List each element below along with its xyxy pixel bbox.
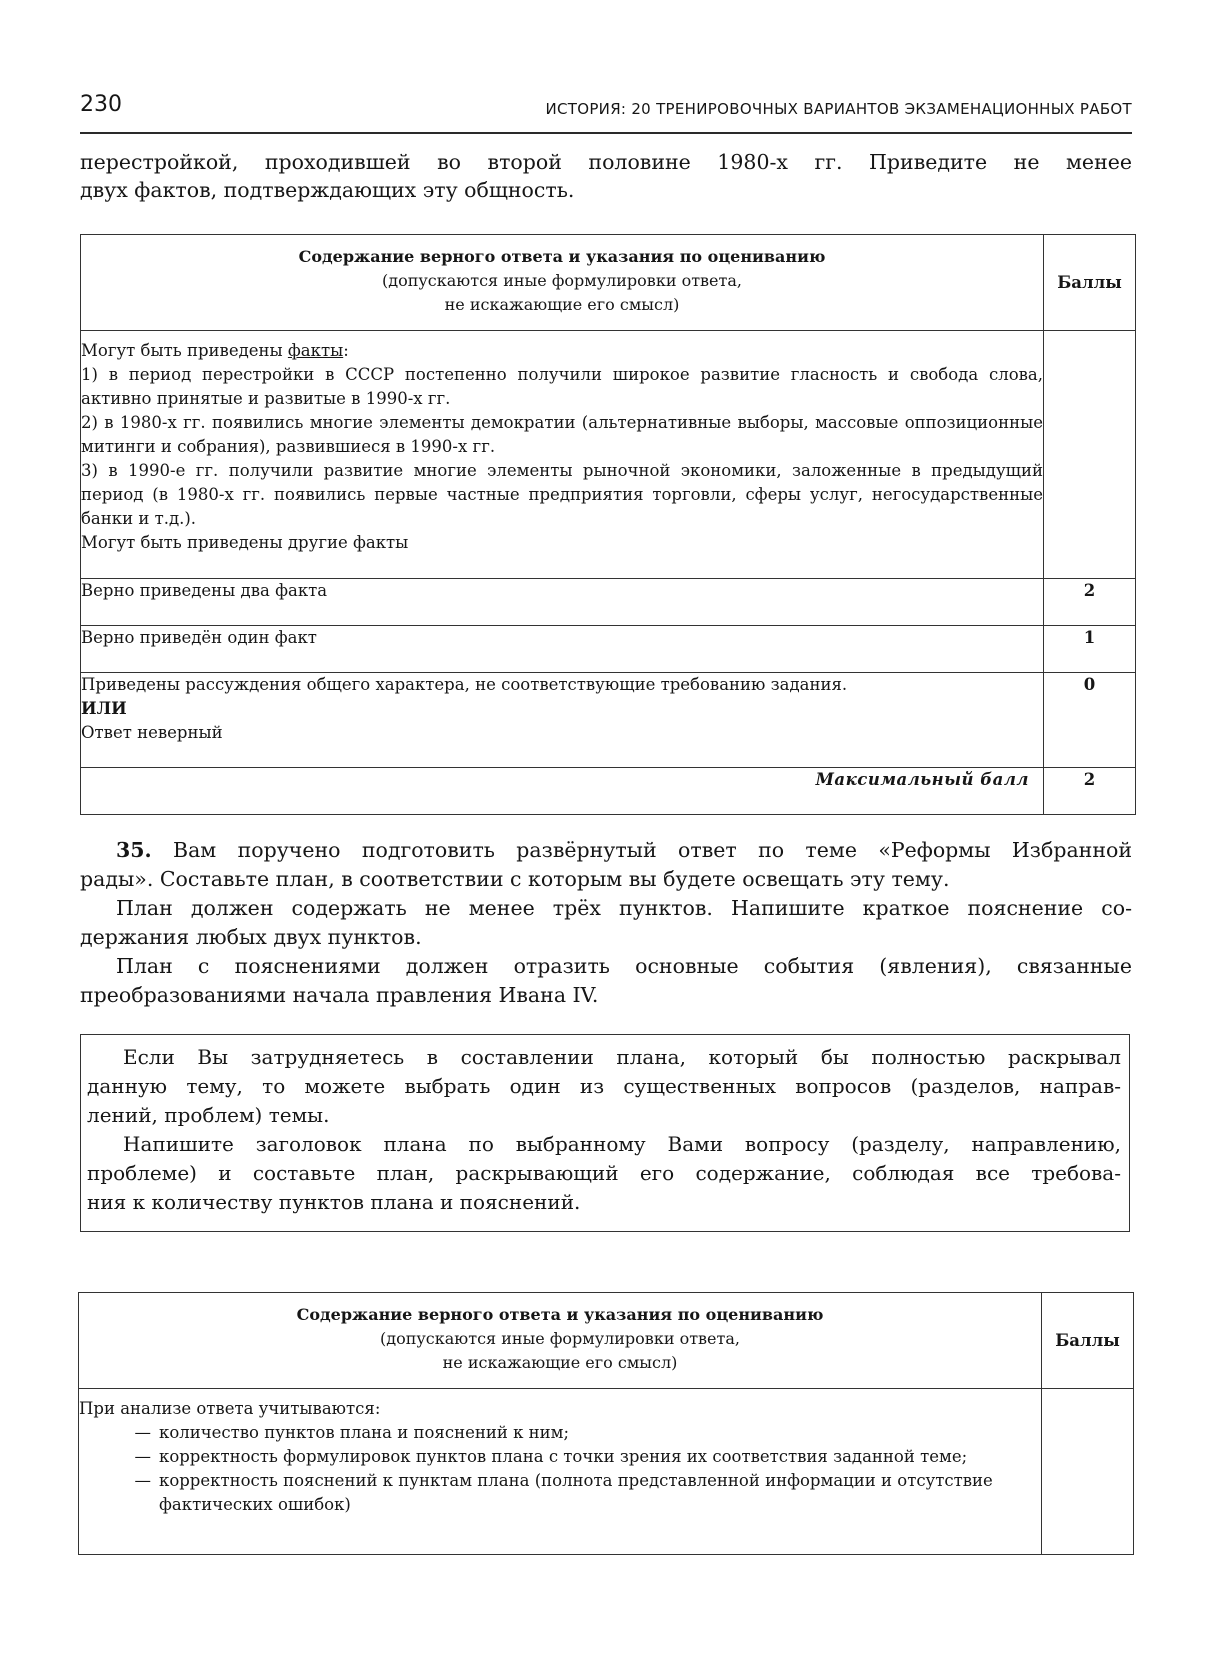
- header-subtitle-1: (допускаются иные формулировки ответа,: [380, 1329, 740, 1348]
- hint-line-4: Напишите заголовок плана по выбранному Вами вопросу (разделу, направлению,: [123, 1132, 1121, 1156]
- table-header-row: [81, 235, 1136, 331]
- header-title: Содержание верного ответа и указания по оцениванию: [298, 247, 826, 266]
- task-number: 35.: [116, 838, 152, 862]
- table-header-row: [79, 1293, 1134, 1389]
- page-number: 230: [80, 92, 122, 117]
- task-35-line-6: преобразованиями начала правления Ивана IV.: [80, 983, 599, 1007]
- dash-bullet: —: [134, 1471, 151, 1490]
- hint-box: [80, 1034, 1130, 1232]
- intro-line-1: перестройкой, проходившей во второй половине 1980-х гг. Приведите не менее: [80, 150, 1132, 174]
- task-35-line-2: рады». Составьте план, в соответствии с которым вы будете освещать эту тему.: [80, 867, 950, 891]
- task-35-line-1: [80, 836, 1132, 865]
- running-title: ИСТОРИЯ: 20 ТРЕНИРОВОЧНЫХ ВАРИАНТОВ ЭКЗАМЕНАЦИОННЫХ РАБОТ: [545, 100, 1132, 118]
- facts-other: Могут быть приведены другие факты: [81, 533, 409, 552]
- criteria-item-2: корректность формулировок пунктов плана с точки зрения их соответствия заданной теме;: [159, 1447, 968, 1466]
- task-35-line-4: держания любых двух пунктов.: [80, 925, 422, 949]
- hint-line-5: проблеме) и составьте план, раскрывающий его содержание, соблюдая все требова-: [87, 1161, 1121, 1185]
- facts-word: факты: [287, 341, 344, 360]
- intro-line-2: двух фактов, подтверждающих эту общность.: [80, 178, 575, 202]
- table-row: [79, 1389, 1134, 1555]
- hint-line-6: ния к количеству пунктов плана и пояснений.: [87, 1190, 581, 1214]
- fact-3: 3) в 1990-е гг. получили развитие многие элементы рыночной экономики, заложенные в предыдущий период (в 1980-х гг. появились первые частные предприятия торговли, сферы услуг, негосударственные банки и т.д.).: [81, 461, 1043, 528]
- fact-1: 1) в период перестройки в СССР постепенно получили широкое развитие гласность и свобода слова, активно принятые и развитые в 1990-х гг.: [81, 365, 1043, 408]
- criterion-zero-text-1: Приведены рассуждения общего характера, не соответствующие требованию задания.: [81, 675, 848, 694]
- grading-table-1: [80, 234, 1136, 815]
- header-subtitle-2: не искажающие его смысл): [442, 1353, 678, 1372]
- table-row: [81, 673, 1136, 768]
- header-title: Содержание верного ответа и указания по оцениванию: [296, 1305, 824, 1324]
- list-item: [79, 1421, 1041, 1445]
- list-item: [79, 1445, 1041, 1469]
- task-35-line-3: План должен содержать не менее трёх пунктов. Напишите краткое пояснение со-: [116, 896, 1132, 920]
- task-35-line-1-text: Вам поручено подготовить развёрнутый ответ по теме «Реформы Избранной: [151, 838, 1132, 862]
- criteria-item-1: количество пунктов плана и пояснений к ним;: [159, 1423, 570, 1442]
- hint-line-1: Если Вы затрудняетесь в составлении плана, который бы полностью раскрывал: [123, 1045, 1121, 1069]
- task-35-line-5: План с пояснениями должен отразить основные события (явления), связанные: [116, 954, 1132, 978]
- score-cell-empty: [1044, 331, 1136, 579]
- facts-colon: :: [343, 341, 349, 360]
- table-row: [81, 579, 1136, 626]
- criterion-two-facts: Верно приведены два факта: [81, 579, 1044, 626]
- page-header: [80, 92, 1132, 134]
- table-row: [81, 331, 1136, 579]
- dash-bullet: —: [134, 1423, 151, 1442]
- intro-paragraph: [80, 148, 1132, 204]
- grading-table-2: [78, 1292, 1134, 1555]
- header-subtitle-2: не искажающие его смысл): [444, 295, 680, 314]
- hint-line-2: данную тему, то можете выбрать один из существенных вопросов (разделов, направ-: [87, 1074, 1121, 1098]
- fact-2: 2) в 1980-х гг. появились многие элементы демократии (альтернативные выборы, массовые оппозиционные митинги и собрания), развившиеся в 1990-х гг.: [81, 413, 1043, 456]
- header-score-label: Баллы: [1057, 273, 1122, 292]
- table-row: [81, 626, 1136, 673]
- score-two-facts: 2: [1044, 579, 1136, 626]
- max-score-label: Максимальный балл: [81, 768, 1044, 815]
- header-subtitle-1: (допускаются иные формулировки ответа,: [382, 271, 742, 290]
- header-score-cell: [1044, 235, 1136, 331]
- criterion-or: ИЛИ: [81, 699, 127, 718]
- max-score-value: 2: [1044, 768, 1136, 815]
- criterion-one-fact: Верно приведён один факт: [81, 626, 1044, 673]
- criterion-zero-text-2: Ответ неверный: [81, 723, 223, 742]
- criterion-zero-cell: [81, 673, 1044, 768]
- score-one-fact: 1: [1044, 626, 1136, 673]
- dash-bullet: —: [134, 1447, 151, 1466]
- header-content-cell: [81, 235, 1044, 331]
- score-zero: 0: [1044, 673, 1136, 768]
- list-item: [79, 1469, 1041, 1517]
- task-35: [80, 836, 1132, 1010]
- hint-line-3: лений, проблем) темы.: [87, 1103, 330, 1127]
- header-score-cell: [1042, 1293, 1134, 1389]
- score-cell-empty: [1042, 1389, 1134, 1555]
- criteria-intro: При анализе ответа учитываются:: [79, 1399, 381, 1418]
- facts-cell: [81, 331, 1044, 579]
- criteria-item-3: корректность пояснений к пунктам плана (полнота представленной информации и отсутствие фактических ошибок): [159, 1471, 993, 1514]
- table-row: [81, 768, 1136, 815]
- facts-intro: Могут быть приведены: [81, 341, 288, 360]
- header-score-label: Баллы: [1055, 1331, 1120, 1350]
- header-content-cell: [79, 1293, 1042, 1389]
- criteria-cell: [79, 1389, 1042, 1555]
